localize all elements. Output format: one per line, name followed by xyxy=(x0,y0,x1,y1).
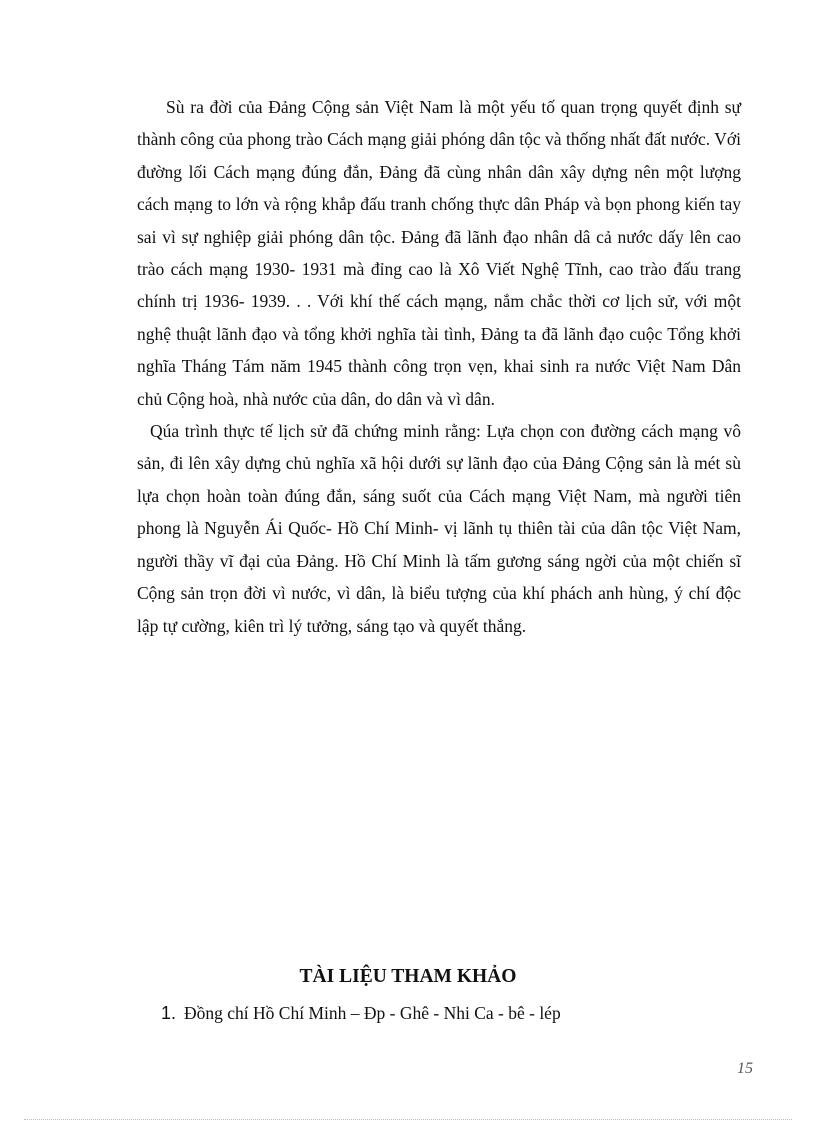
paragraph-1: Sù ra đời của Đảng Cộng sản Việt Nam là một yếu tố quan trọng quyết định sự thành công của phong trào Cách mạng giải phóng dân tộc và thống nhất đất nước. Với đường lối Cách mạng đúng đắn, Đảng đã cùng nhân dân xây dựng nên một lượng cách mạng to lớn và rộng khắp đấu tranh chống thực dân Pháp và bọn phong kiến tay sai vì sự nghiệp giải phóng dân tộc. Đảng đã lãnh đạo nhân dâ cả nước dấy lên cao trào cách mạng 1930- 1931 mà đỉng cao là Xô Viết Nghệ Tĩnh, cao trào đấu trang chính trị 1936- 1939. . . Với khí thế cách mạng, nắm chắc thời cơ lịch sử, với một nghệ thuật lãnh đạo và tổng khởi nghĩa tài tình, Đảng ta đã lãnh đạo cuộc Tổng khởi nghĩa Tháng Tám năm 1945 thành công trọn vẹn, khai sinh ra nước Việt Nam Dân chủ Cộng hoà, nhà nước của dân, do dân và vì dân. xyxy=(137,97,741,409)
reference-number: 1. xyxy=(161,1003,177,1023)
page-number: 15 xyxy=(737,1060,753,1077)
footer-divider xyxy=(24,1119,792,1120)
paragraph-2: Qúa trình thực tế lịch sử đã chứng minh rằng: Lựa chọn con đường cách mạng vô sản, đi lên xây dựng chủ nghĩa xã hội dưới sự lãnh đạo của Đảng Cộng sản là mét sù lựa chọn hoàn toàn đúng đắn, sáng suốt của Cách mạng Việt Nam, mà người tiên phong là Nguyễn Ái Quốc- Hồ Chí Minh- vị lãnh tụ thiên tài của dân tộc Việt Nam, người thầy vĩ đại của Đảng. Hồ Chí Minh là tấm gương sáng ngời của một chiến sĩ Cộng sản trọn đời vì nước, vì dân, là biểu tượng của khí phách anh hùng, ý chí độc lập tự cường, kiên trì lý tưởng, sáng tạo và quyết thắng. xyxy=(137,421,741,636)
reference-item xyxy=(161,1003,561,1024)
body-text xyxy=(137,91,741,642)
references-title: TÀI LIỆU THAM KHẢO xyxy=(299,966,517,987)
reference-text: Đồng chí Hồ Chí Minh – Đp - Ghê - Nhi Ca - bê - lép xyxy=(184,1003,561,1023)
